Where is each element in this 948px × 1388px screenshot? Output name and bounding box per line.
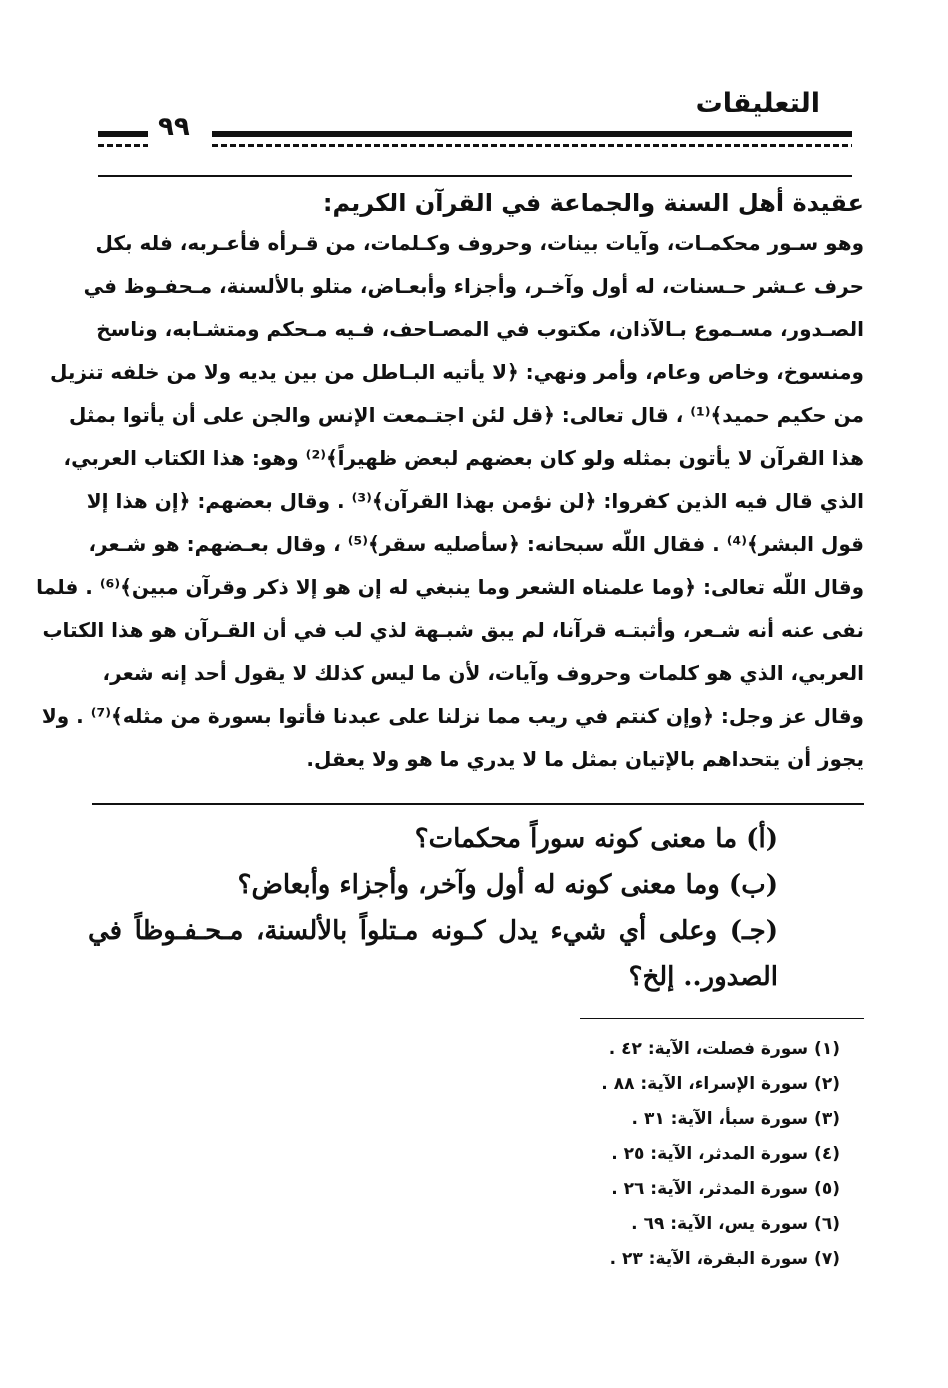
question-b: (ب) وما معنى كونه له أول وآخر، وأجزاء وأبعاض؟ — [237, 870, 778, 900]
footnotes — [520, 1032, 840, 1277]
body-line: وقال اللّه تعالى: ﴿وما علمناه الشعر وما ينبغي له إن هو إلا ذكر وقرآن مبين﴾⁽⁶⁾ . فلما — [36, 575, 864, 599]
body-line: يجوز أن يتحداهم بالإتيان بمثل ما لا يدري ما هو ولا يعقل. — [306, 747, 864, 771]
body-line: هذا القرآن لا يأتون بمثله ولو كان بعضهم لبعض ظهيراً﴾⁽²⁾ وهو: هذا الكتاب العربي، — [63, 446, 864, 470]
footnote-2: (٢) سورة الإسراء، الآية: ٨٨ . — [601, 1074, 840, 1094]
body-line: قول البشر﴾⁽⁴⁾ . فقال اللّه سبحانه: ﴿سأصليه سقر﴾⁽⁵⁾ ، وقال بعـضهم: هو شـعر، — [88, 532, 864, 556]
body-line: وقال عز وجل: ﴿وإن كنتم في ريب مما نزلنا على عبدنا فأتوا بسورة من مثله﴾⁽⁷⁾ . ولا — [41, 704, 864, 728]
body-line: ومنسوخ، وخاص وعام، وأمر ونهي: ﴿لا يأتيه البـاطل من بين يديه ولا من خلفه تنزيل — [49, 360, 864, 384]
footnote-3: (٣) سورة سبأ، الآية: ٣١ . — [631, 1109, 840, 1129]
body-line: حرف عـشر حـسنات، له أول وآخـر، وأجزاء وأبعـاض، متلو بالألسنة، مـحفـوظ في — [83, 274, 864, 298]
header-rule-right-thick — [212, 131, 852, 137]
body-line: نفى عنه أنه شـعر، وأثبتـه قرآنا، لم يبق شبـهة لذي لب في أن القـرآن هو هذا الكتاب — [42, 618, 864, 642]
footnote-7: (٧) سورة البقرة، الآية: ٢٣ . — [609, 1249, 840, 1269]
header-rule-left-thick — [98, 131, 148, 137]
body-line: الصـدور، مسـموع بـالآذان، مكتوب في المصـاحف، فـيه مـحكم ومتشـابه، وناسخ — [96, 317, 864, 341]
section-heading: عقيدة أهل السنة والجماعة في القرآن الكريم: — [322, 189, 864, 217]
footnote-rule — [580, 1018, 864, 1019]
body-line: العربي، الذي هو كلمات وحروف وآيات، لأن ما ليس كذلك لا يقول أحد إنه شعر، — [102, 661, 864, 685]
footnote-6: (٦) سورة يس، الآية: ٦٩ . — [631, 1214, 840, 1234]
main-text — [36, 186, 864, 781]
header-rule-left-dashed — [98, 144, 148, 147]
header-bottom-rule — [98, 175, 852, 177]
footnote-1: (١) سورة فصلت، الآية: ٤٢ . — [608, 1039, 840, 1059]
footnote-4: (٤) سورة المدثر، الآية: ٢٥ . — [611, 1144, 840, 1164]
header-rule-right-dashed — [212, 144, 852, 147]
question-a: (أ) ما معنى كونه سوراً محكمات؟ — [414, 824, 778, 854]
page-number: ٩٩ — [158, 112, 190, 142]
questions-block — [88, 816, 778, 1000]
footnote-5: (٥) سورة المدثر، الآية: ٢٦ . — [611, 1179, 840, 1199]
running-header-title: التعليقات — [695, 88, 820, 119]
body-line: من حكيم حميد﴾⁽¹⁾ ، قال تعالى: ﴿قل لئن اجتـمعت الإنس والجن على أن يأتوا بمثل — [69, 403, 864, 427]
body-line: الذي قال فيه الذين كفروا: ﴿لن نؤمن بهذا القرآن﴾⁽³⁾ . وقال بعضهم: ﴿إن هذا إلا — [86, 489, 864, 513]
body-line: وهو سـور محكمـات، وآيات بينات، وحروف وكـلمات، من قـرأه فأعـربه، فله بكل — [95, 231, 864, 255]
question-c: (جـ) وعلى أي شيء يدل كـونه مـتلواً بالألسنة، مـحـفـوظاً في — [88, 916, 778, 946]
questions-divider — [92, 803, 864, 805]
question-c-continued: الصدور.. إلخ؟ — [628, 962, 778, 992]
